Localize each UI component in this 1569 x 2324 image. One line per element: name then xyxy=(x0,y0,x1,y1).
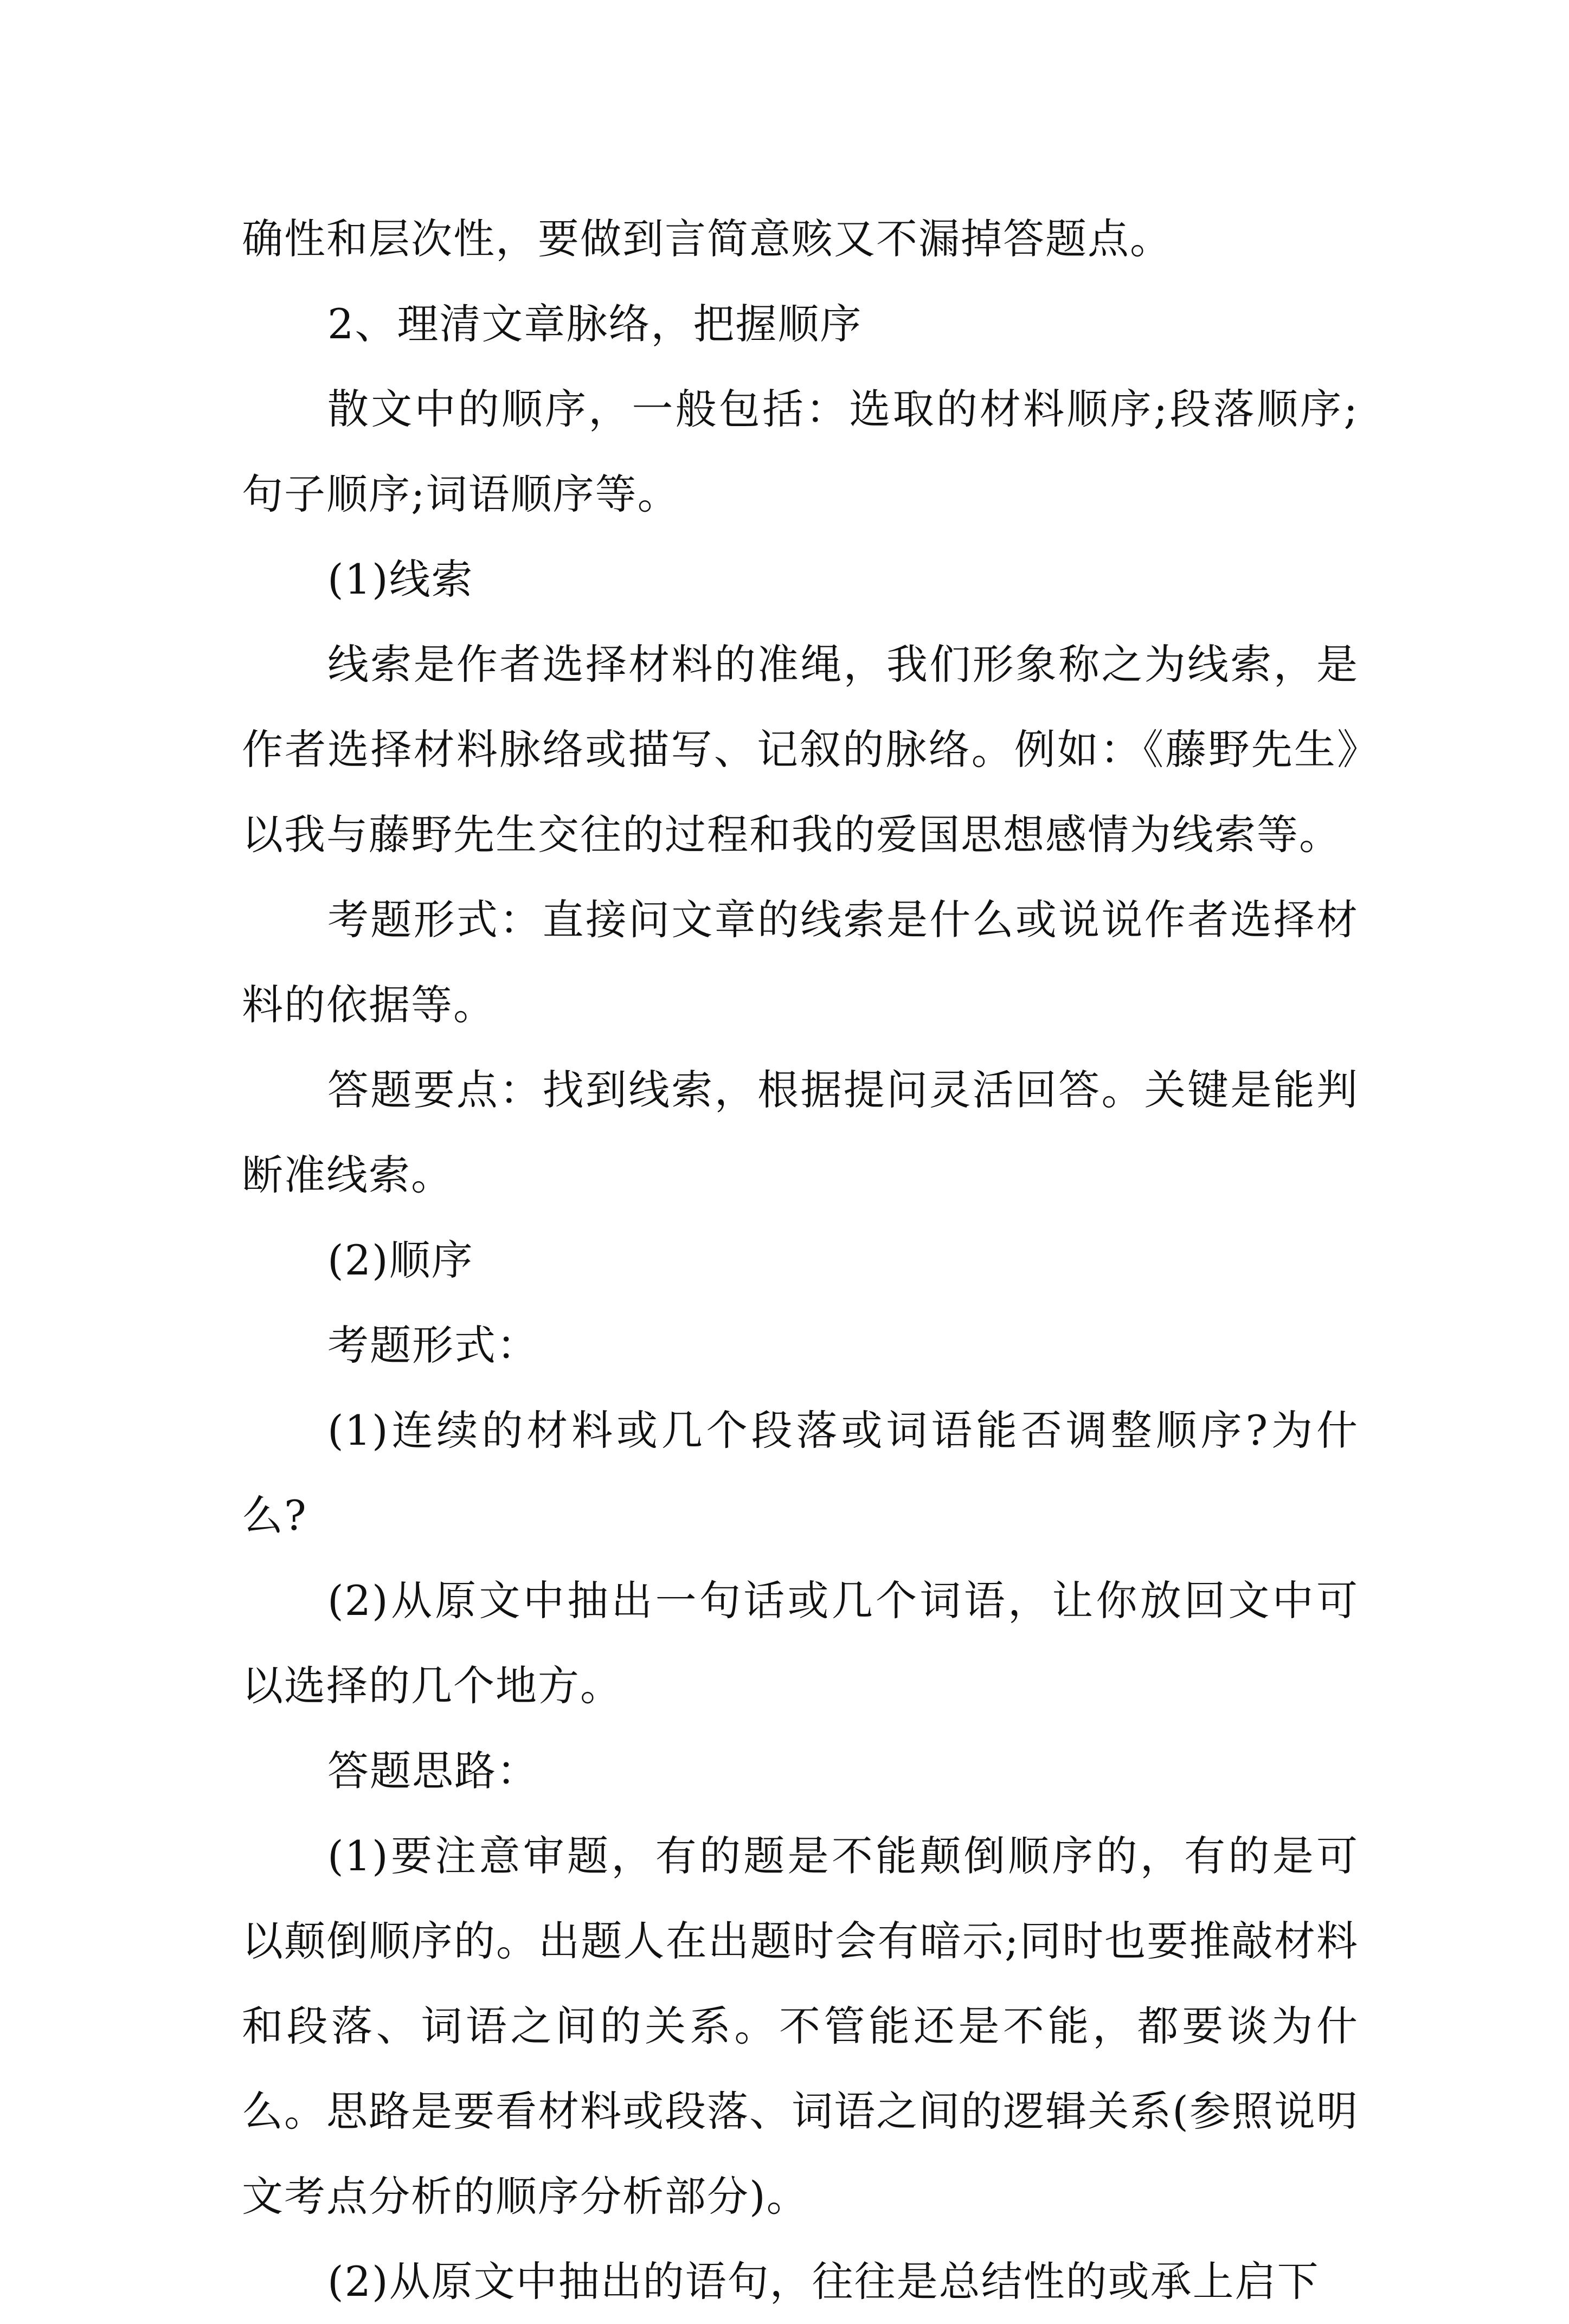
list-item-approach-1: (1)要注意审题，有的题是不能颠倒顺序的，有的是可以颠倒顺序的。出题人在出题时会有暗示;同时也要推敲材料和段落、词语之间的关系。不管能还是不能，都要谈为什么。思路是要看材料或段落、词语之间的逻辑关系(参照说明文考点分析的顺序分析部分)。 xyxy=(242,1832,1359,2220)
subheading-sequence: (2)顺序 xyxy=(327,1236,474,1284)
list-item-question-1: (1)连续的材料或几个段落或词语能否调整顺序?为什么? xyxy=(242,1406,1359,1540)
paragraph-answer-approach: 答题思路： xyxy=(327,1747,539,1795)
list-item-approach-2: (2)从原文中抽出的语句，往往是总结性的或承上启下 xyxy=(327,2257,1320,2306)
paragraph-order-types: 散文中的顺序，一般包括：选取的材料顺序;段落顺序;句子顺序;词语顺序等。 xyxy=(242,385,1359,518)
subheading-clue: (1)线索 xyxy=(327,555,474,603)
paragraph-clue-definition: 线索是作者选择材料的准绳，我们形象称之为线索，是作者选择材料脉络或描写、记叙的脉络。例如：《藤野先生》以我与藤野先生交往的过程和我的爱国思想感情为线索等。 xyxy=(242,640,1359,859)
list-item-question-2: (2)从原文中抽出一句话或几个词语，让你放回文中可以选择的几个地方。 xyxy=(242,1576,1359,1710)
paragraph-continuation: 确性和层次性，要做到言简意赅又不漏掉答题点。 xyxy=(242,215,1172,263)
paragraph-sequence-question-form: 考题形式： xyxy=(327,1321,539,1369)
section-heading-order: 2、理清文章脉络，把握顺序 xyxy=(327,300,863,348)
body-text xyxy=(242,196,1359,2324)
paragraph-clue-question-form: 考题形式：直接问文章的线索是什么或说说作者选择材料的依据等。 xyxy=(242,896,1359,1029)
paragraph-clue-answer-points: 答题要点：找到线索，根据提问灵活回答。关键是能判断准线索。 xyxy=(242,1066,1359,1199)
